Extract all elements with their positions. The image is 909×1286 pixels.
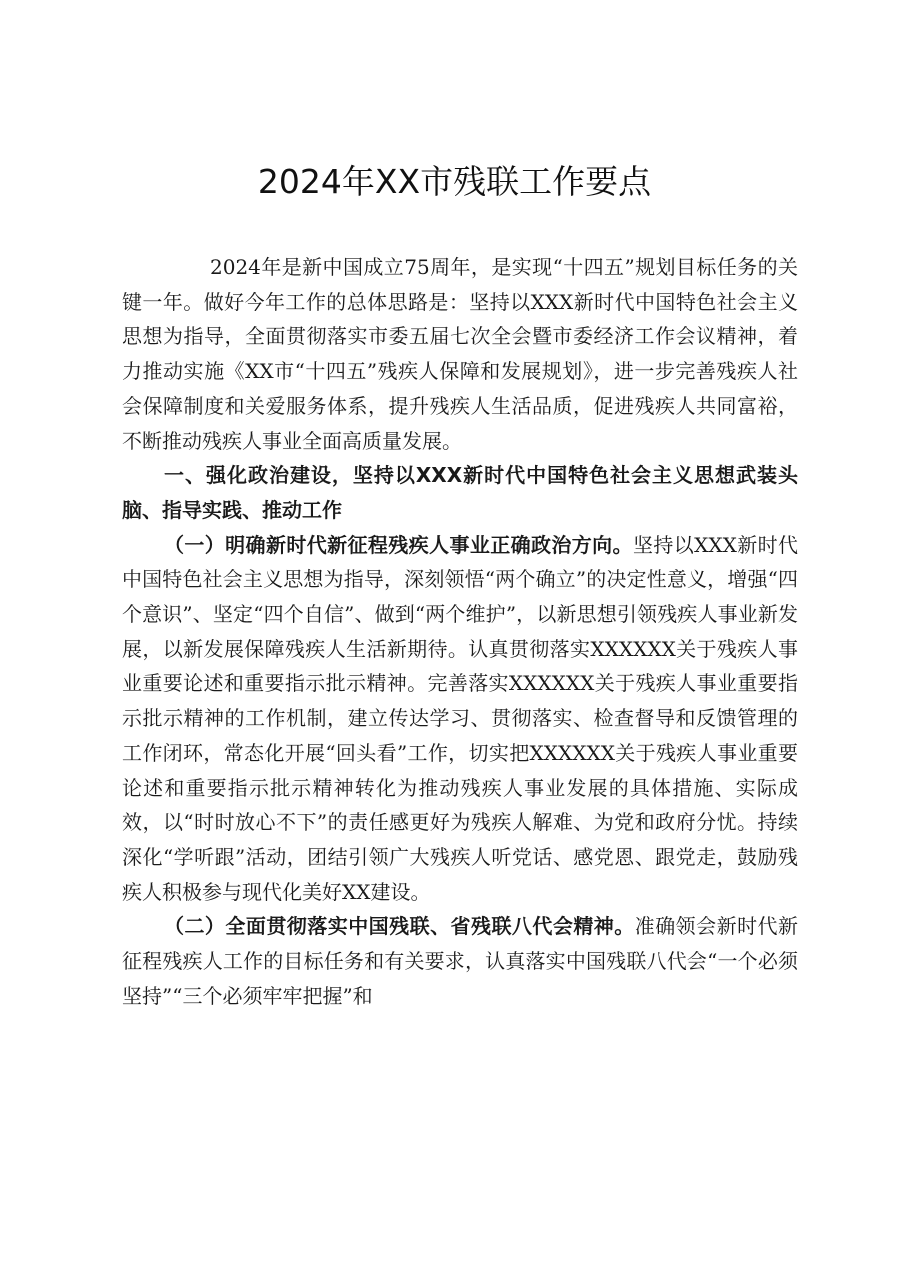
document-title: 2024年XX市残联工作要点: [257, 162, 652, 201]
item-2-lead: （二）全面贯彻落实中国残联、省残联八代会精神。: [164, 914, 635, 939]
item-1-paragraph: [122, 528, 798, 910]
item-2-text: 准确领会新时代新征程残疾人工作的目标任务和有关要求，认真落实中国残联八代会“一个必须坚持”“三个必须牢牢把握”和: [122, 914, 799, 1008]
item-2-paragraph: [122, 909, 798, 1013]
intro-paragraph: 2024年是新中国成立75周年，是实现“十四五”规划目标任务的关键一年。做好今年工作的总体思路是：坚持以XXX新时代中国特色社会主义思想为指导，全面贯彻落实市委五届七次全会暨市委经济工作会议精神，着力推动实施《XX市“十四五”残疾人保障和发展规划》，进一步完善残疾人社会保障制度和关爱服务体系，提升残疾人生活品质，促进残疾人共同富裕，不断推动残疾人事业全面高质量发展。: [122, 255, 798, 453]
document-body: [122, 250, 798, 1013]
item-1-text: 坚持以XXX新时代中国特色社会主义思想为指导，深刻领悟“两个确立”的决定性意义，增强“四个意识”、坚定“四个自信”、做到“两个维护”，以新思想引领残疾人事业新发展，以新发展保障残疾人生活新期待。认真贯彻落实XXXXXX关于残疾人事业重要论述和重要指示批示精神。完善落实XXXXXX关于残疾人事业重要指示批示精神的工作机制，建立传达学习、贯彻落实、检查督导和反馈管理的工作闭环，常态化开展“回头看”工作，切实把XXXXXX关于残疾人事业重要论述和重要指示批示精神转化为推动残疾人事业发展的具体措施、实际成效，以“时时放心不下”的责任感更好为残疾人解难、为党和政府分忧。持续深化“学听跟”活动，团结引领广大残疾人听党话、感党恩、跟党走，鼓励残疾人积极参与现代化美好XX建设。: [122, 532, 799, 904]
item-1-lead: （一）明确新时代新征程残疾人事业正确政治方向。: [164, 532, 633, 557]
section-1-heading: 一、强化政治建设，坚持以XXX新时代中国特色社会主义思想武装头脑、指导实践、推动工作: [122, 463, 798, 522]
